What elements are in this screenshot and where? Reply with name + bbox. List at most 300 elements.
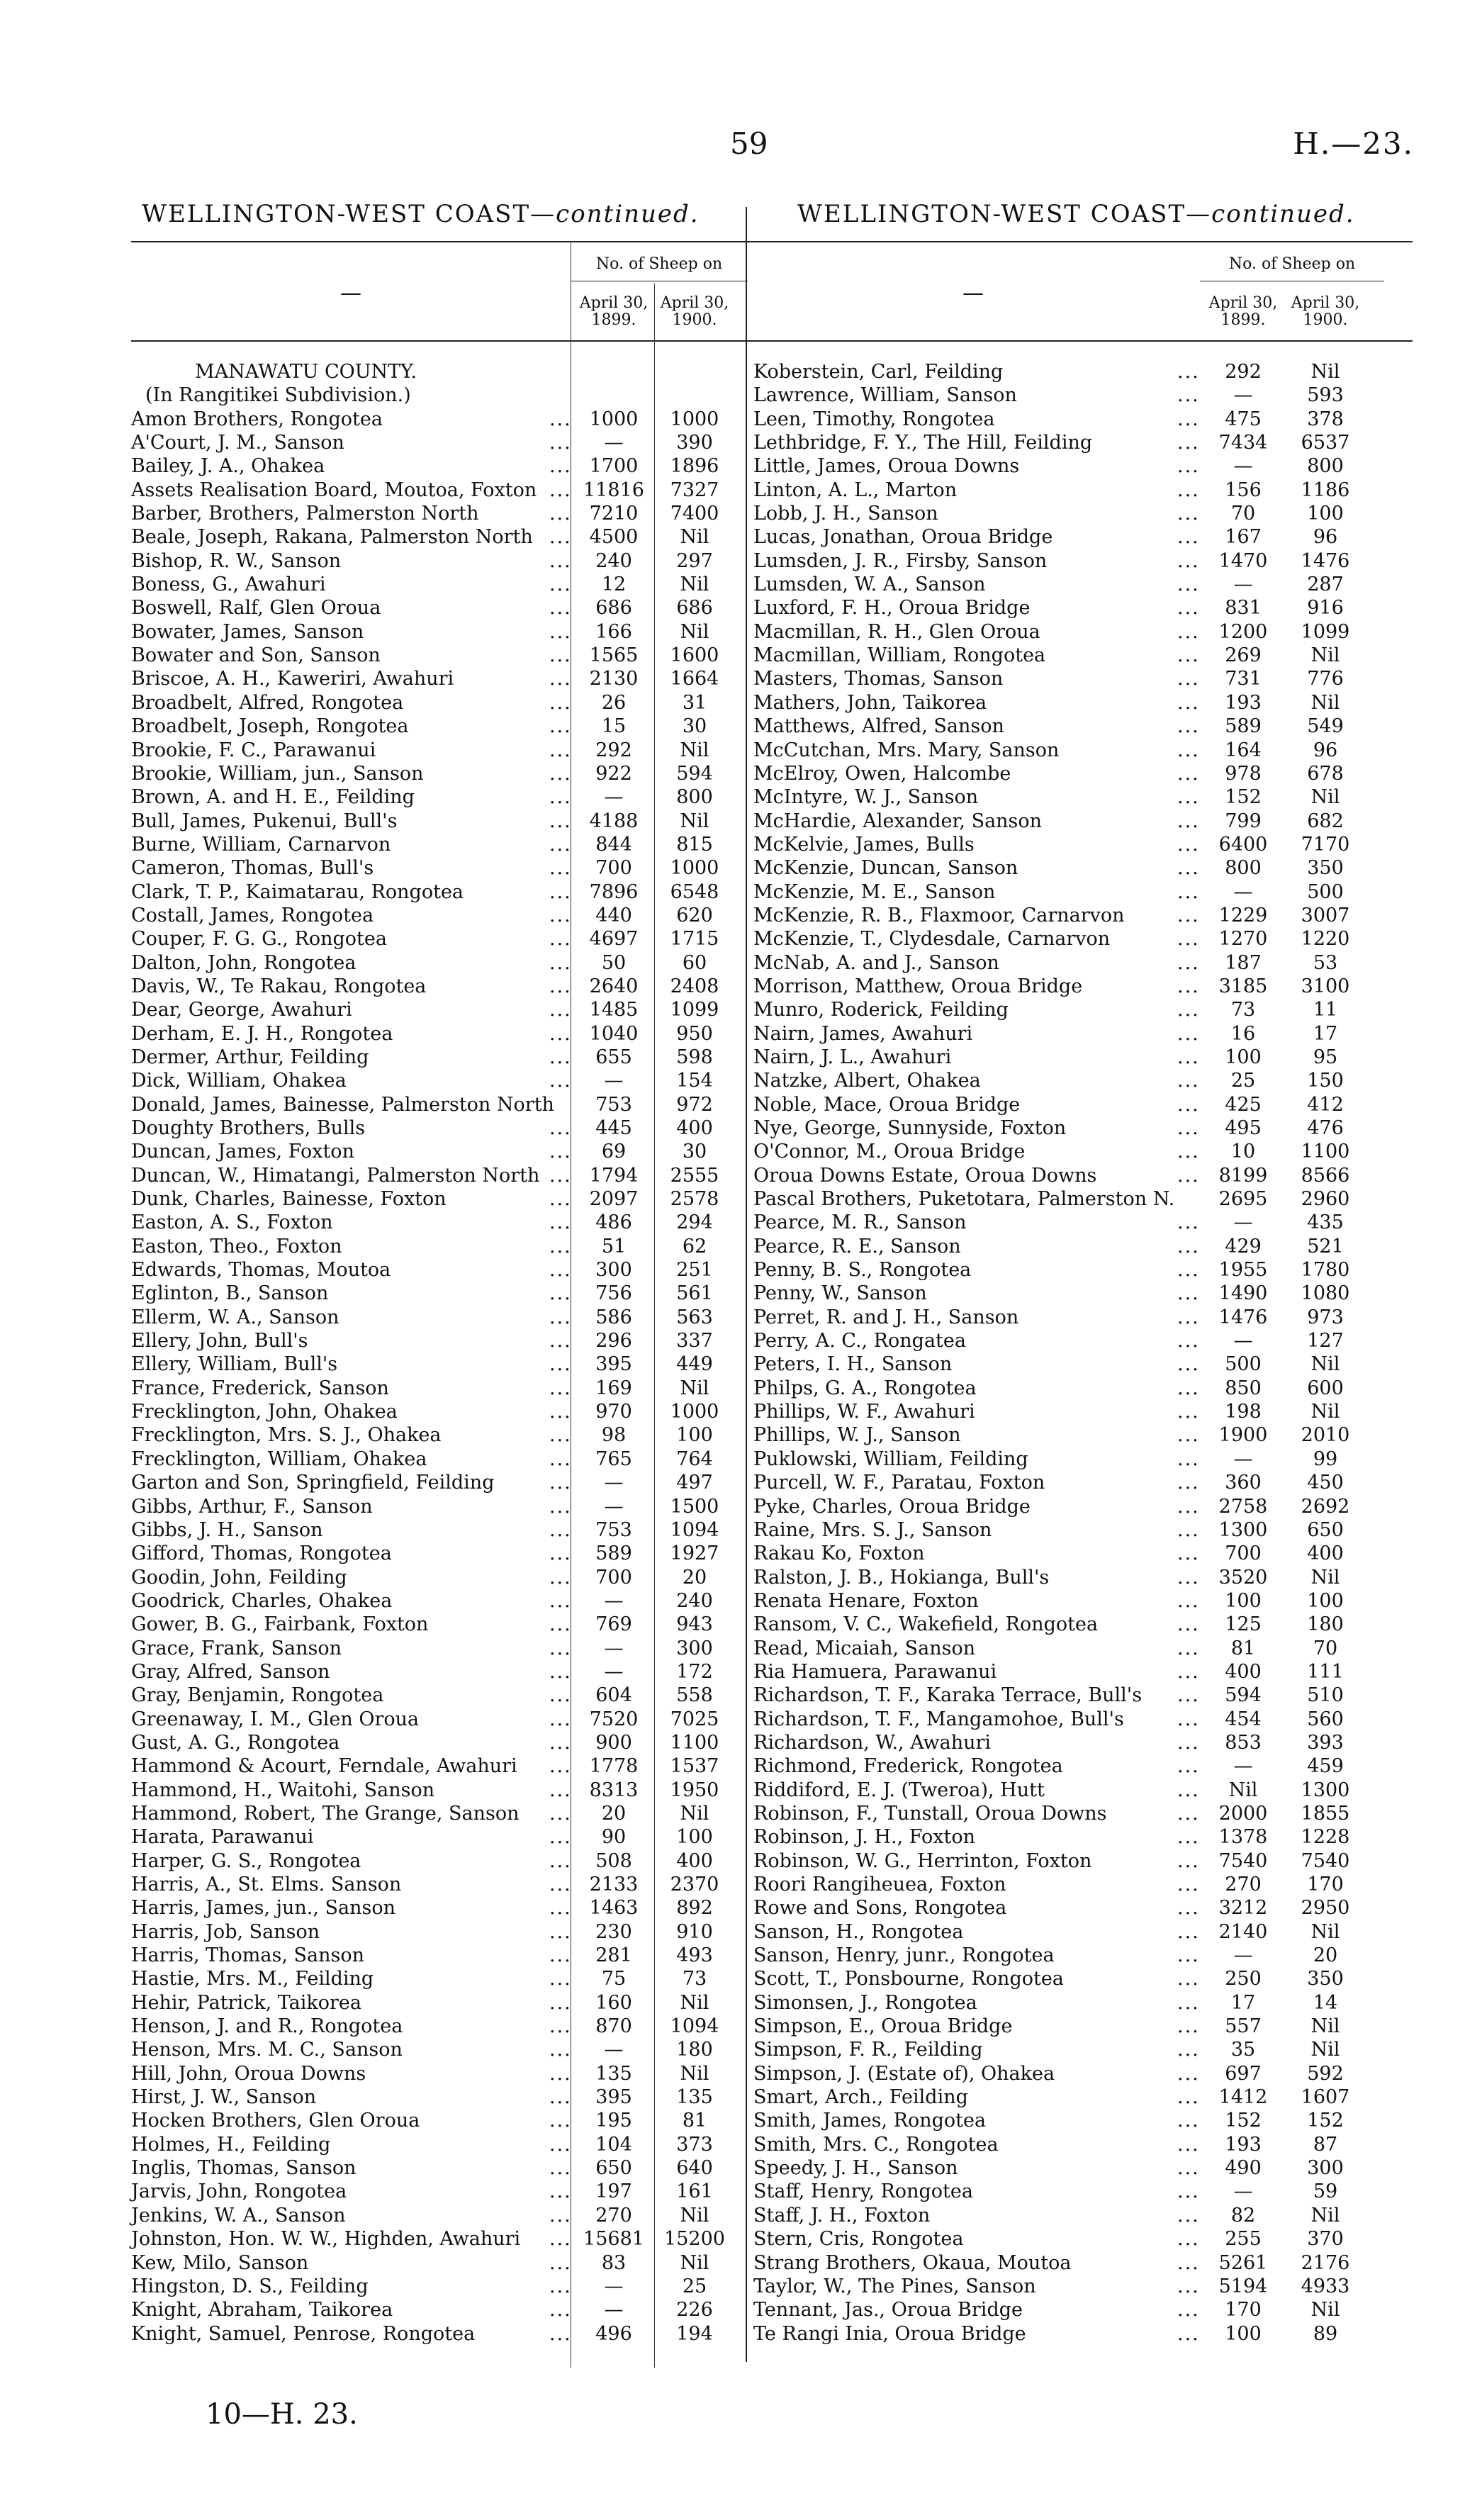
leader-dots: ...: [1177, 1211, 1200, 1234]
owner-name: Lawrence, William, Sanson: [753, 384, 1017, 407]
table-row: [131, 880, 783, 904]
owner-name: Rakau Ko, Foxton: [753, 1542, 925, 1565]
sheep-1899: 1000: [589, 408, 639, 430]
sheep-1899: 8199: [1218, 1164, 1268, 1187]
table-row: [131, 691, 783, 715]
leader-dots: ...: [549, 1731, 572, 1754]
sheep-1899: 193: [1225, 691, 1262, 714]
sheep-1900: 1099: [670, 999, 719, 1021]
sheep-1899: 75: [601, 1968, 627, 1990]
leader-dots: ...: [1177, 880, 1200, 903]
sheep-1900: 95: [1313, 1046, 1338, 1068]
sheep-1899: —: [604, 2039, 624, 2061]
sheep-1900: 972: [676, 1093, 713, 1116]
sheep-1899: 25: [1230, 1070, 1256, 1092]
leader-dots: ...: [549, 597, 572, 620]
owner-name: Simpson, E., Oroua Bridge: [753, 2015, 1013, 2038]
sheep-1899: 125: [1225, 1613, 1262, 1636]
left-header-dash: —: [340, 281, 361, 306]
sheep-1900: 800: [1307, 455, 1344, 478]
sheep-1900: 350: [1307, 857, 1344, 880]
leader-dots: ...: [1177, 2322, 1200, 2345]
sheep-1899: 8313: [589, 1779, 639, 1801]
sheep-1899: 2140: [1218, 1920, 1268, 1943]
sheep-1900: 500: [1307, 880, 1344, 903]
sheep-1899: 7434: [1218, 432, 1268, 454]
owner-name: Hingston, D. S., Feilding: [131, 2275, 369, 2297]
leader-dots: ...: [1177, 2228, 1200, 2251]
sheep-1900: 100: [676, 1424, 713, 1447]
sheep-1899: 1485: [589, 999, 639, 1021]
leader-dots: ...: [1177, 833, 1200, 856]
sheep-1900: Nil: [1310, 2299, 1340, 2322]
leader-dots: ...: [1177, 2157, 1200, 2180]
sheep-1900: 1000: [670, 408, 719, 430]
sheep-1899: 1270: [1218, 928, 1268, 951]
owner-name: Smith, Mrs. C., Rongotea: [753, 2133, 999, 2156]
sheep-1899: 700: [595, 1566, 632, 1589]
page-number: 59: [730, 126, 768, 161]
sheep-1900: 14: [1313, 1991, 1338, 2014]
table-row: [753, 2298, 1413, 2322]
sheep-1899: 844: [595, 833, 632, 856]
owner-name: McKelvie, James, Bulls: [753, 833, 975, 856]
owner-name: McElroy, Owen, Halcombe: [753, 762, 1011, 785]
owner-name: Jarvis, John, Rongotea: [131, 2180, 347, 2203]
table-row: [131, 1282, 783, 1305]
sheep-1899: 756: [595, 1282, 632, 1305]
leader-dots: ...: [1177, 1353, 1200, 1376]
owner-name: Macmillan, William, Rongotea: [753, 644, 1046, 667]
owner-name: Harris, A., St. Elms. Sanson: [131, 1874, 402, 1895]
sheep-1900: 650: [1307, 1518, 1344, 1541]
sheep-1899: 187: [1225, 951, 1262, 974]
sheep-1900: 96: [1313, 526, 1338, 549]
table-row: [131, 1211, 783, 1234]
leader-dots: ...: [549, 2275, 572, 2297]
sheep-1899: 270: [1225, 1874, 1262, 1895]
sheep-1900: 300: [1307, 2157, 1344, 2180]
table-row: [131, 2156, 783, 2180]
leader-dots: ...: [1177, 384, 1200, 407]
owner-name: Grace, Frank, Sanson: [131, 1637, 342, 1659]
sheep-1900: Nil: [1310, 1353, 1340, 1376]
table-row: [753, 2062, 1413, 2085]
owner-name: Dermer, Arthur, Feilding: [131, 1046, 369, 1068]
sheep-1900: 1500: [670, 1495, 719, 1518]
sheep-1900: 1780: [1301, 1259, 1350, 1282]
table-row: [753, 549, 1413, 573]
sheep-1899: —: [604, 1472, 624, 1494]
sheep-1899: 589: [595, 1542, 632, 1565]
sheep-1900: 7327: [670, 478, 719, 501]
leader-dots: ...: [1177, 1991, 1200, 2014]
owner-name: Rowe and Sons, Rongotea: [753, 1897, 1007, 1920]
sheep-1900: 294: [676, 1211, 713, 1234]
sheep-1900: Nil: [680, 1377, 709, 1399]
table-row: [753, 1944, 1413, 1967]
table-row: [131, 2085, 783, 2109]
sheep-1900: 2370: [670, 1874, 719, 1895]
sheep-1900: 593: [1307, 384, 1344, 407]
owner-name: Phillips, W. F., Awahuri: [753, 1401, 975, 1423]
owner-name: McHardie, Alexander, Sanson: [753, 810, 1043, 832]
sheep-1899: 655: [595, 1046, 632, 1068]
right-table-header: [753, 247, 1413, 339]
owner-name: Bull, James, Pukenui, Bull's: [131, 810, 398, 832]
sheep-1899: 292: [1225, 361, 1262, 383]
owner-name: Natzke, Albert, Ohakea: [753, 1070, 981, 1092]
owner-name: Nairn, J. L., Awahuri: [753, 1046, 952, 1068]
sheep-1900: Nil: [680, 810, 709, 832]
right-no-sheep-label: No. of Sheep on: [1228, 255, 1356, 273]
table-row: [131, 739, 783, 762]
sheep-1899: 10: [1230, 1141, 1256, 1163]
owner-name: Smart, Arch., Feilding: [753, 2086, 968, 2109]
table-row: [753, 880, 1413, 904]
table-row: [131, 2062, 783, 2085]
table-row: [131, 1896, 783, 1920]
owner-name: Ellerm, W. A., Sanson: [131, 1306, 339, 1328]
owner-name: Gower, B. G., Fairbank, Foxton: [131, 1613, 429, 1636]
leader-dots: ...: [1177, 1566, 1200, 1589]
sheep-1899: 5194: [1218, 2275, 1268, 2297]
sheep-1899: 70: [1230, 503, 1256, 525]
leader-dots: ...: [1177, 999, 1200, 1021]
table-row: [131, 644, 783, 667]
sheep-1899: 604: [595, 1684, 632, 1707]
sheep-1900: 815: [676, 833, 713, 856]
owner-name: Richmond, Frederick, Rongotea: [753, 1755, 1063, 1778]
sheep-1900: 7540: [1301, 1849, 1350, 1872]
sheep-1900: 1537: [670, 1755, 719, 1778]
sheep-1900: 950: [676, 1022, 713, 1045]
table-row: [753, 904, 1413, 927]
sheep-1899: 7896: [589, 880, 639, 903]
table-row: [131, 2275, 783, 2298]
leader-dots: ...: [549, 857, 572, 880]
owner-name: Puklowski, William, Feilding: [753, 1447, 1028, 1470]
table-row: [131, 1660, 783, 1684]
sheep-1899: 922: [595, 762, 632, 785]
owner-name: Duncan, James, Foxton: [131, 1141, 354, 1163]
sheep-1899: 3520: [1218, 1566, 1268, 1589]
sheep-1900: 152: [1307, 2110, 1344, 2132]
table-row: [753, 1967, 1413, 1990]
sheep-1899: 166: [595, 620, 632, 643]
leader-dots: ...: [1177, 549, 1200, 572]
sheep-1899: 700: [1225, 1542, 1262, 1565]
owner-name: Perry, A. C., Rongatea: [753, 1330, 966, 1353]
sheep-1899: 765: [595, 1447, 632, 1470]
sheep-1900: 1600: [670, 644, 719, 667]
table-row: [131, 1046, 783, 1069]
table-row: [753, 1164, 1413, 1187]
sheep-1899: 454: [1225, 1708, 1262, 1730]
leader-dots: ...: [549, 1779, 572, 1801]
leader-dots: ...: [549, 1589, 572, 1612]
table-row: [131, 1187, 783, 1211]
sheep-1899: 50: [601, 951, 627, 974]
leader-dots: ...: [1177, 1779, 1200, 1801]
sheep-1900: 640: [676, 2157, 713, 2180]
sheep-1899: 135: [595, 2062, 632, 2085]
sheep-1900: 510: [1307, 1684, 1344, 1707]
table-row: [131, 1873, 783, 1896]
sheep-1900: 764: [676, 1447, 713, 1470]
table-row: [753, 1211, 1413, 1234]
leader-dots: ...: [549, 2110, 572, 2132]
sheep-1900: Nil: [680, 2062, 709, 2085]
owner-name: Broadbelt, Joseph, Rongotea: [131, 715, 409, 738]
leader-dots: ...: [549, 1542, 572, 1565]
sheep-1899: 16: [1230, 1022, 1256, 1045]
sheep-1900: 17: [1313, 1022, 1338, 1045]
sheep-1899: 495: [1225, 1117, 1262, 1139]
leader-dots: ...: [1177, 1613, 1200, 1636]
sheep-1900: 4933: [1301, 2275, 1350, 2297]
table-row: [131, 2038, 783, 2061]
owner-name: Peters, I. H., Sanson: [753, 1353, 953, 1376]
sheep-1900: 600: [1307, 1377, 1344, 1399]
table-row: [753, 2322, 1413, 2346]
owner-name: Simpson, F. R., Feilding: [753, 2039, 983, 2061]
sheep-1900: 60: [682, 951, 707, 974]
sheep-1899: 1700: [589, 455, 639, 478]
owner-name: Lumsden, W. A., Sanson: [753, 573, 986, 596]
leader-dots: ...: [549, 620, 572, 643]
sheep-1899: 69: [601, 1141, 627, 1163]
sheep-1899: —: [604, 1660, 624, 1683]
sheep-1900: 1186: [1301, 478, 1350, 501]
sheep-1899: 2758: [1218, 1495, 1268, 1518]
owner-name: Harris, James, jun., Sanson: [131, 1897, 396, 1920]
owner-name: Staff, Henry, Rongotea: [753, 2180, 973, 2203]
sheep-1900: Nil: [680, 573, 709, 596]
sheep-1900: 378: [1307, 408, 1344, 430]
sheep-1900: 1950: [670, 1779, 719, 1801]
owner-name: Simonsen, J., Rongotea: [753, 1991, 977, 2014]
sheep-1899: 1378: [1218, 1826, 1268, 1849]
sheep-1899: 281: [595, 1944, 632, 1967]
owner-name: Bowater and Son, Sanson: [131, 644, 381, 667]
owner-name: Taylor, W., The Pines, Sanson: [753, 2275, 1036, 2297]
sheep-1899: 169: [595, 1377, 632, 1399]
sheep-1899: 900: [595, 1731, 632, 1754]
leader-dots: ...: [549, 810, 572, 832]
leader-dots: ...: [549, 1613, 572, 1636]
table-row: [131, 1258, 783, 1282]
subsection-title: [131, 383, 783, 407]
sheep-1900: 558: [676, 1684, 713, 1707]
table-row: [131, 620, 783, 644]
leader-dots: ...: [1177, 762, 1200, 785]
table-row: [131, 1849, 783, 1873]
sheep-1899: 831: [1225, 597, 1262, 620]
owner-name: Nye, George, Sunnyside, Foxton: [753, 1117, 1067, 1139]
leader-dots: ...: [549, 951, 572, 974]
table-row: [753, 810, 1413, 833]
table-row: [753, 1022, 1413, 1046]
sheep-1899: —: [604, 1495, 624, 1518]
footer-signature: 10—H. 23.: [206, 2398, 358, 2431]
sheep-1899: 193: [1225, 2133, 1262, 2156]
sheep-1900: 449: [676, 1353, 713, 1376]
leader-dots: ...: [549, 2157, 572, 2180]
sheep-1900: 682: [1307, 810, 1344, 832]
table-row: [131, 1542, 783, 1565]
sheep-1900: 686: [676, 597, 713, 620]
owner-name: Gibbs, Arthur, F., Sanson: [131, 1495, 373, 1518]
sheep-1900: 1100: [1301, 1141, 1350, 1163]
sheep-1900: 240: [676, 1589, 713, 1612]
sheep-1899: 292: [595, 739, 632, 761]
owner-name: Pyke, Charles, Oroua Bridge: [753, 1495, 1031, 1518]
owner-name: Edwards, Thomas, Moutoa: [131, 1259, 391, 1282]
sheep-1900: 2408: [670, 975, 719, 997]
sheep-1899: 4500: [589, 526, 639, 549]
sheep-1899: 100: [1225, 1589, 1262, 1612]
sheep-1899: —: [604, 432, 624, 454]
table-row: [753, 2251, 1413, 2275]
sheep-1899: 1490: [1218, 1282, 1268, 1305]
owner-name: Gray, Benjamin, Rongotea: [131, 1684, 384, 1707]
sheep-1899: 978: [1225, 762, 1262, 785]
table-row: [753, 1282, 1413, 1305]
table-row: [753, 431, 1413, 454]
table-row: [753, 1684, 1413, 1707]
owner-name: Ellery, John, Bull's: [131, 1330, 308, 1353]
sheep-1900: 2692: [1301, 1495, 1350, 1518]
sheep-1900: 2555: [670, 1164, 719, 1187]
sheep-1900: 678: [1307, 762, 1344, 785]
sheep-1900: 170: [1307, 1874, 1344, 1895]
leader-dots: ...: [1177, 1874, 1200, 1895]
table-row: [753, 454, 1413, 478]
sheep-1899: 198: [1225, 1401, 1262, 1423]
owner-name: Stern, Cris, Rongotea: [753, 2228, 964, 2251]
sheep-1899: 230: [595, 1920, 632, 1943]
table-row: [753, 525, 1413, 549]
leader-dots: ...: [1177, 904, 1200, 926]
owner-name: Masters, Thomas, Sanson: [753, 668, 1004, 690]
sheep-1899: 81: [1230, 1637, 1256, 1659]
leader-dots: ...: [1177, 1472, 1200, 1494]
owner-name: Tennant, Jas., Oroua Bridge: [753, 2299, 1023, 2322]
leader-dots: ...: [1177, 2275, 1200, 2297]
left-title-italic: continued.: [556, 200, 700, 228]
owner-name: Harper, G. S., Rongotea: [131, 1849, 361, 1872]
leader-dots: ...: [549, 1022, 572, 1045]
table-row: [131, 502, 783, 525]
leader-dots: ...: [549, 1637, 572, 1659]
sheep-1900: 81: [682, 2110, 707, 2132]
owner-name: McNab, A. and J., Sanson: [753, 951, 999, 974]
owner-name: Matthews, Alfred, Sanson: [753, 715, 1004, 738]
sheep-1899: Nil: [1228, 1779, 1258, 1801]
leader-dots: ...: [549, 1353, 572, 1376]
sheep-1899: 2133: [589, 1874, 639, 1895]
sheep-1900: Nil: [680, 1802, 709, 1825]
leader-dots: ...: [1177, 620, 1200, 643]
sheep-1899: 1778: [589, 1755, 639, 1778]
sheep-1899: —: [1233, 880, 1253, 903]
sheep-1900: 390: [676, 432, 713, 454]
sheep-1899: 7520: [589, 1708, 639, 1730]
owner-name: Clark, T. P., Kaimatarau, Rongotea: [131, 880, 464, 903]
owner-name: Barber, Brothers, Palmerston North: [131, 503, 479, 525]
sheep-1900: 161: [676, 2180, 713, 2203]
leader-dots: ...: [1177, 1259, 1200, 1282]
sheep-1900: 100: [1307, 503, 1344, 525]
sheep-1900: 226: [676, 2299, 713, 2322]
leader-dots: ...: [549, 2133, 572, 2156]
table-row: [131, 1377, 783, 1400]
owner-name: McCutchan, Mrs. Mary, Sanson: [753, 739, 1060, 761]
owner-name: Frecklington, William, Ohakea: [131, 1447, 427, 1470]
table-row: [753, 1069, 1413, 1092]
leader-dots: ...: [1177, 2299, 1200, 2322]
sheep-1899: —: [1233, 1330, 1253, 1353]
leader-dots: ...: [549, 1566, 572, 1589]
leader-dots: ...: [1177, 2039, 1200, 2061]
leader-dots: ...: [549, 2086, 572, 2109]
table-row: [131, 975, 783, 998]
sheep-1900: 3100: [1301, 975, 1350, 997]
table-row: [753, 2156, 1413, 2180]
leader-dots: ...: [1177, 2180, 1200, 2203]
leader-dots: ...: [1177, 1401, 1200, 1423]
sheep-1899: 240: [595, 549, 632, 572]
left-no-sheep-label: No. of Sheep on: [595, 255, 723, 273]
sheep-1899: 594: [1225, 1684, 1262, 1707]
sheep-1900: 30: [682, 715, 707, 738]
sheep-1900: 70: [1313, 1637, 1338, 1659]
owner-name: Boness, G., Awahuri: [131, 573, 326, 596]
table-row: [131, 431, 783, 454]
owner-name: Bishop, R. W., Sanson: [131, 549, 342, 572]
owner-name: Penny, B. S., Rongotea: [753, 1259, 972, 1282]
table-row: [753, 1708, 1413, 1731]
owner-name: Luxford, F. H., Oroua Bridge: [753, 597, 1031, 620]
sheep-1900: 1855: [1301, 1802, 1350, 1825]
sheep-1900: 521: [1307, 1235, 1344, 1258]
sheep-1900: 1000: [670, 1401, 719, 1423]
table-row: [753, 1779, 1413, 1802]
leader-dots: ...: [1177, 1046, 1200, 1068]
leader-dots: ...: [549, 833, 572, 856]
sheep-1899: 156: [1225, 478, 1262, 501]
table-row: [131, 454, 783, 478]
sheep-1899: —: [1233, 1447, 1253, 1470]
table-row: [131, 573, 783, 596]
owner-name: Ria Hamuera, Parawanui: [753, 1660, 997, 1683]
leader-dots: ...: [549, 1968, 572, 1990]
leader-dots: ...: [549, 786, 572, 809]
sheep-1900: 251: [676, 1259, 713, 1282]
sheep-1899: 731: [1225, 668, 1262, 690]
sheep-1900: 400: [676, 1849, 713, 1872]
sheep-1900: 337: [676, 1330, 713, 1353]
table-row: [131, 927, 783, 951]
sheep-1899: 270: [595, 2204, 632, 2227]
sheep-1899: —: [1233, 1944, 1253, 1967]
leader-dots: ...: [1177, 951, 1200, 974]
table-row: [131, 1991, 783, 2015]
leader-dots: ...: [549, 1849, 572, 1872]
leader-dots: ...: [549, 526, 572, 549]
owner-name: Brookie, F. C., Parawanui: [131, 739, 376, 761]
